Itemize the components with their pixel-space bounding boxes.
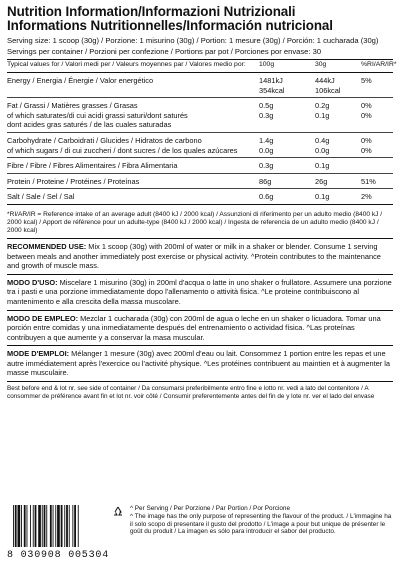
header-100g: 100g <box>259 61 275 68</box>
table-row: Fibre / Fibre / Fibres Alimentaires / Fibra Alimentaria 0.3g 0.1g <box>7 161 330 171</box>
table-row: Salt / Sale / Sel / Sal 0.6g 0.1g 2% <box>7 192 372 202</box>
table-row: of which sugars / di cui zuccheri / dont sucres / de los quales azúcares 0.0g 0.0g 0% <box>7 145 372 155</box>
use-fr: MODE D'EMPLOI: Mélanger 1 mesure (30g) avec 200ml d'eau ou lait. Consommez 1 portion entre les repas et une autre immédiatement après l'exercice ou l'activité physique. ^Les protéines contribuent au maintien et à augmenter la masse musculaire. <box>7 349 391 378</box>
table-header <box>7 60 397 70</box>
bottom-section <box>7 505 393 563</box>
legend <box>130 505 392 536</box>
use-it: MODO D'USO: Miscelare 1 misurino (30g) in 200ml d'acqua o latte in uno shaker o frullatore. Assumere una porzione tra i pasti e una porzione immediatamente dopo l'allenamento o attività fisica. ^Le proteine contribuiscono al mantenimento e alla crescita della massa muscolare. <box>7 277 392 306</box>
table-row: Protein / Proteine / Protéines / Proteínas 86g 26g 51% <box>7 176 376 186</box>
barcode-number: 8 030908 005304 <box>7 550 110 561</box>
table-row: Carbohydrate / Carboidrati / Glucides / Hidratos de carbono 1.4g 0.4g 0% <box>7 135 372 145</box>
table-row: Fat / Grassi / Matières grasses / Grasas 0.5g 0.2g 0% <box>7 101 372 111</box>
nutrition-label <box>7 4 397 401</box>
nutrition-table <box>7 59 397 205</box>
serving-size: Serving size: 1 scoop (30g) / Porzione: 1 misurino (30g) / Portion: 1 mesure (30g) / Porción: 1 cucharada (30g) <box>7 36 379 45</box>
header-30g: 30g <box>315 61 327 68</box>
title-line-2: Informations Nutritionnelles/Información nutricional <box>7 18 333 33</box>
ri-note: *RI/AR/IR = Reference intake of an average adult (8400 kJ / 2000 kcal) / Assunzioni di riferimento per un adulto medio (8400 kJ / 2000 kcal) / Apport de référence pour un adulte-type (8400 kJ / 2000 kcal) / Ingesta de referencia de un adulto medio (8400 kJ / 2000 kcal) <box>7 210 383 234</box>
table-row: Energy / Energia / Énergie / Valor energético 1481kJ 444kJ 5% <box>7 76 372 85</box>
header-ri: %RI/AR/IR* <box>361 61 397 68</box>
table-row: dont acides gras saturés / de las cuales saturadas <box>7 120 172 130</box>
recycle-icon <box>112 505 124 517</box>
use-es: MODO DE EMPLEO: Mezclar 1 cucharada (30g) con 200ml de agua o leche en un shaker o licuadora. Tomar una porción entre comidas y una inmediatamente después del entrenamiento o actividad física. ^Las proteínas contribuyen a que aumente y a conservar la masa muscular. <box>7 313 381 342</box>
legend-line-2: ^ The image has the only purpose of representing the flavour of the product. / L'immagine ha il solo scopo di presentare il gusto del prodotto / L'image a pour but unique de présenter le goût du produit / La imagen es sólo para introducir el sabor del producto. <box>130 512 392 536</box>
table-row: of which saturates/di cui acidi grassi saturi/dont saturés 0.3g 0.1g 0% <box>7 110 372 120</box>
table-row: 354kcal 106kcal <box>259 85 341 95</box>
use-en: RECOMMENDED USE: Mix 1 scoop (30g) with 200ml of water or milk in a shaker or blender. Consume 1 serving between meals and another immediately post exercise or physical activity. ^Protein contributes to the maintenance and growth of muscle mass. <box>7 241 381 271</box>
servings-per-container: Servings per container / Porzioni per confezione / Portions par pot / Porciones por envase: 30 <box>7 47 322 56</box>
legend-line-1: ^ Per Serving / Per Porzione / Par Portion / Por Porcione <box>130 505 290 512</box>
best-before-note: Best before end & lot nr. see side of container / Da consumarsi preferibilmente entro fine e lotto nr. vedi a lato del contenitore / A consommer de préférence avant fin et lot nr. voir côté / Consumir preferentemente antes del fin de y lote nr. ver el lado del envase <box>7 385 375 401</box>
barcode <box>7 505 110 563</box>
title-line-1: Nutrition Information/Informazioni Nutrizionali <box>7 4 296 19</box>
header-label: Typical values for / Valori medi per / Valeurs moyennes par / Valores medio por: <box>7 61 246 68</box>
